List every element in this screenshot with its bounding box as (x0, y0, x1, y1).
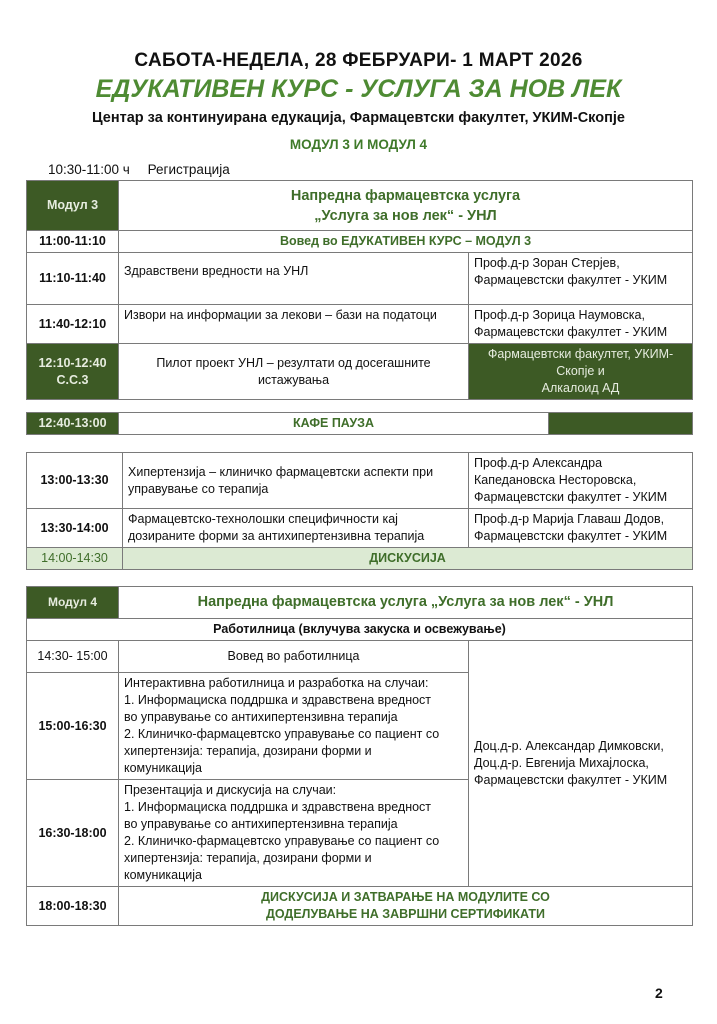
afternoon-table (26, 452, 693, 570)
row-time: 13:30-14:00 (27, 509, 123, 548)
discussion-row (27, 548, 693, 570)
row-time: 12:10-12:40 С.С.3 (27, 344, 119, 400)
row-speaker: Проф.д-р Зорица Наумовска, Фармацевстски факултет - УКИМ (469, 305, 693, 344)
registration-time: 10:30-11:00 ч (48, 162, 130, 177)
row-topic: Извори на информации за лекови – бази на податоци (119, 305, 469, 344)
row-topic: ДИСКУСИЈА (123, 548, 693, 570)
row-topic: Здравствени вредности на УНЛ (119, 253, 469, 305)
modules-heading: МОДУЛ 3 И МОДУЛ 4 (289, 137, 428, 152)
workshop-label: Работилница (вклучува закуска и освежување) (27, 619, 693, 641)
row-topic: Пилот проект УНЛ – резултати од досегашните истажувања (119, 344, 469, 400)
row-time: 11:40-12:10 (27, 305, 119, 344)
row-speaker: Фармацевтски факултет, УКИМ- Скопје и Алкалоид АД (469, 344, 693, 400)
registration-label: Регистрација (147, 162, 230, 177)
module3-table (26, 180, 693, 400)
module3-title: Напредна фармацевтска услуга „Услуга за нов лек“ - УНЛ (119, 181, 693, 231)
row-time: 14:00-14:30 (27, 548, 123, 570)
row-time: 16:30-18:00 (27, 780, 119, 887)
row-topic: Хипертензија – клиничко фармацевтски аспекти при управување со терапија (123, 453, 469, 509)
workshop-row (27, 619, 693, 641)
module4-header-row (27, 587, 693, 619)
table-row (27, 509, 693, 548)
table-row-highlight (27, 344, 693, 400)
table-row (27, 305, 693, 344)
table-row (27, 641, 693, 673)
event-dates: САБОТА-НЕДЕЛА, 28 ФЕБРУАРИ- 1 МАРТ 2026 (134, 50, 583, 71)
row-time: 13:00-13:30 (27, 453, 123, 509)
page-number: 2 (655, 985, 663, 1001)
course-title: ЕДУКАТИВЕН КУРС - УСЛУГА ЗА НОВ ЛЕК (95, 75, 622, 103)
row-time: 15:00-16:30 (27, 673, 119, 780)
row-topic: Фармацевтско-технолошки специфичности кај дозираните форми за антихипертензивна терапија (123, 509, 469, 548)
module4-label: Модул 4 (27, 587, 119, 619)
module4-title: Напредна фармацевтска услуга „Услуга за нов лек“ - УНЛ (119, 587, 693, 619)
table-row (27, 231, 693, 253)
table-row (27, 453, 693, 509)
break-label: КАФЕ ПАУЗА (119, 413, 549, 435)
row-topic: ДИСКУСИЈА И ЗАТВАРАЊЕ НА МОДУЛИТЕ СО ДОДЕЛУВАЊЕ НА ЗАВРШНИ СЕРТИФИКАТИ (119, 887, 693, 926)
row-speaker: Проф.д-р Александра Капедановска Несторовска, Фармацевстски факултет - УКИМ (469, 453, 693, 509)
registration-line (48, 162, 244, 177)
coffee-break-table (26, 412, 693, 435)
module4-table (26, 586, 693, 926)
row-time: 11:00-11:10 (27, 231, 119, 253)
row-time: 11:10-11:40 (27, 253, 119, 305)
module3-header-row (27, 181, 693, 231)
row-time: 18:00-18:30 (27, 887, 119, 926)
workshop-speakers: Доц.д-р. Александар Димковски, Доц.д-р. Евгенија Михајлоска, Фармацевстски факултет - УКИМ (469, 641, 693, 887)
row-topic: Вовед во ЕДУКАТИВЕН КУРС – МОДУЛ 3 (119, 231, 693, 253)
row-topic: Интерактивна работилница и разработка на случаи: 1. Информациска поддршка и здравствена вредност во управување со антихипертензивна терапија 2. Клиничко-фармацевтско управување со пациент со хипертензија: терапија, дозирани форми и комуникација (119, 673, 469, 780)
row-topic: Вовед во работилница (119, 641, 469, 673)
row-time: 14:30- 15:00 (27, 641, 119, 673)
row-topic: Презентација и дискусија на случаи: 1. Информациска поддршка и здравствена вредност во управување со антихипертензивна терапија 2. Клиничко-фармацевтско управување со пациент со хипертензија: терапија, дозирани форми и комуникација (119, 780, 469, 887)
closing-row (27, 887, 693, 926)
break-filler (549, 413, 693, 435)
row-speaker: Проф.д-р Марија Главаш Додов, Фармацевстски факултет - УКИМ (469, 509, 693, 548)
module3-label: Модул 3 (27, 181, 119, 231)
table-row (27, 253, 693, 305)
break-time: 12:40-13:00 (27, 413, 119, 435)
organizer: Центар за континуирана едукација, Фармацевтски факултет, УКИМ-Скопје (92, 110, 625, 126)
row-speaker: Проф.д-р Зоран Стерјев, Фармацевстски факултет - УКИМ (469, 253, 693, 305)
